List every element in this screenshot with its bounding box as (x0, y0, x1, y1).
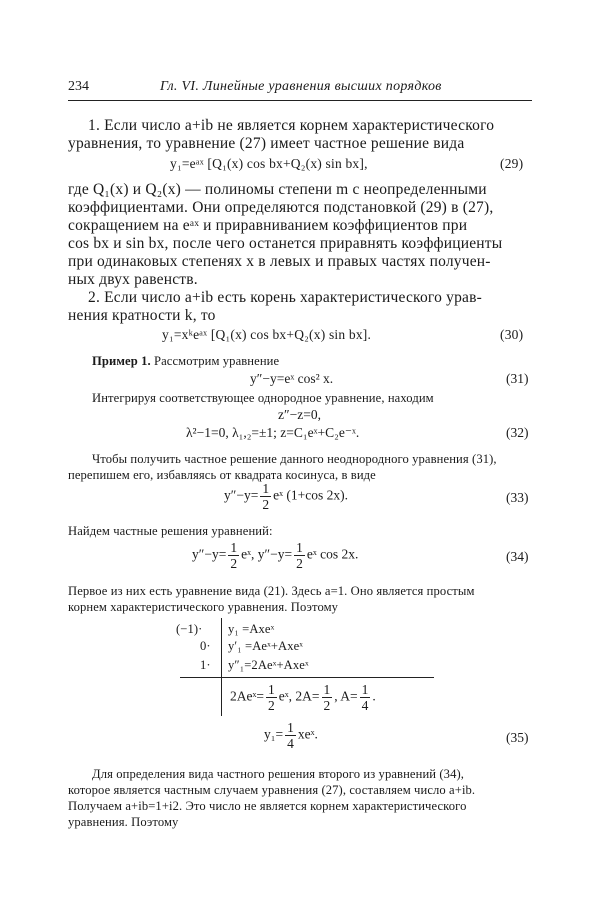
example-label: Пример 1. (92, 354, 151, 368)
eq35-right: xeˣ. (297, 726, 318, 742)
eq34-part-a: y″−y= (192, 546, 227, 562)
equation-35 (264, 720, 318, 751)
para2-line2: корнем характеристического уравнения. Поэтому (68, 600, 339, 614)
res-numerator-1: 1 (268, 682, 275, 697)
equation-31-number: (31) (506, 371, 529, 386)
eq33-right: eˣ (1+cos 2x). (273, 487, 348, 503)
equation-32-number: (32) (506, 425, 529, 440)
scheme-result (230, 682, 376, 713)
para3-line2: которое является частным случаем уравнения (27), составляем число a+ib. (68, 783, 476, 797)
equation-35-number: (35) (506, 730, 529, 745)
equation-32b: λ²−1=0, λ₁,₂=±1; z=C₁eˣ+C₂e⁻ˣ. (186, 425, 360, 440)
chapter-title: Гл. VI. Линейные уравнения высших порядков (160, 79, 442, 94)
res-part-b: eˣ, 2A= (278, 688, 320, 704)
res-denominator-3: 4 (361, 698, 369, 713)
eq34-numerator-1: 1 (230, 540, 238, 555)
eq33-left: y″−y= (224, 487, 259, 503)
eq35-left: y₁= (264, 726, 284, 742)
para3-line1: Для определения вида частного решения второго из уравнений (34), (92, 767, 465, 781)
res-part-d: . (372, 688, 376, 704)
case1-line2: уравнения, то уравнение (27) имеет частное решение вида (68, 135, 465, 152)
scheme-row-3: y″₁=2Aeˣ+Axeˣ (228, 658, 309, 672)
res-numerator-3: 1 (361, 682, 369, 697)
example-heading (92, 352, 279, 370)
para1-line2: перепишем его, избавляясь от квадрата косинуса, в виде (68, 468, 376, 482)
equation-33 (224, 481, 348, 512)
scheme-row-1: y₁ =Axeˣ (228, 622, 275, 636)
equation-30-number: (30) (500, 327, 524, 342)
eq34-fraction-1 (228, 540, 239, 571)
find-line: Найдем частные решения уравнений: (68, 524, 273, 538)
equation-29-number: (29) (500, 156, 524, 171)
res-denominator-2: 2 (323, 698, 331, 713)
equation-34 (192, 540, 358, 571)
integrate-line: Интегрируя соответствующее однородное уравнение, находим (92, 391, 434, 405)
eq33-denominator: 2 (262, 497, 270, 512)
eq33-fraction (260, 481, 271, 512)
case1-line6: cos bx и sin bx, после чего останется приравнять коэффициенты (68, 235, 503, 252)
case1-line5: сокращением на eᵃˣ и приравниванием коэффициентов при (68, 217, 468, 234)
eq34-numerator-2: 1 (296, 540, 303, 555)
case1-line7: при одинаковых степенях x в левых и правых частях получен- (68, 253, 491, 270)
scheme-coef-1: (−1)· (176, 622, 203, 636)
case1-line8: ных двух равенств. (68, 271, 198, 288)
res-fraction-2 (322, 682, 333, 713)
case1-line1: 1. Если число a+ib не является корнем характеристического (88, 117, 495, 134)
example-intro: Рассмотрим уравнение (153, 354, 280, 368)
scheme-coef-2: 0· (200, 639, 211, 653)
equation-29: y₁=eᵃˣ [Q₁(x) cos bx+Q₂(x) sin bx], (170, 156, 368, 171)
scheme-horizontal-line (180, 677, 434, 678)
page-number: 234 (68, 79, 89, 94)
para1-line1: Чтобы получить частное решение данного неоднородного уравнения (31), (92, 452, 497, 466)
para3-line3: Получаем a+ib=1+i2. Это число не является корнем характеристического (68, 799, 467, 813)
case2-line2: нения кратности k, то (68, 307, 216, 324)
eq35-numerator: 1 (287, 720, 294, 735)
scheme-coef-3: 1· (200, 658, 211, 672)
eq34-denominator-2: 2 (296, 556, 303, 571)
para3-line4: уравнения. Поэтому (68, 815, 179, 829)
equation-32a: z″−z=0, (278, 407, 321, 422)
res-denominator-1: 2 (268, 698, 275, 713)
scheme-vertical-line (221, 618, 222, 716)
case1-line4: коэффициентами. Они определяются подстановкой (29) в (27), (68, 199, 494, 216)
eq34-fraction-2 (294, 540, 305, 571)
eq34-part-b: eˣ, y″−y= (241, 546, 293, 562)
running-header (68, 78, 532, 101)
equation-31: y″−y=eˣ cos² x. (250, 371, 334, 386)
para2-line1: Первое из них есть уравнение вида (21). Здесь a=1. Оно является простым (68, 584, 475, 598)
equation-33-number: (33) (506, 490, 529, 505)
equation-30: y₁=xᵏeᵃˣ [Q₁(x) cos bx+Q₂(x) sin bx]. (162, 327, 372, 342)
eq34-denominator-1: 2 (230, 556, 238, 571)
res-part-a: 2Aeˣ= (230, 688, 265, 704)
res-numerator-2: 1 (323, 682, 331, 697)
eq34-part-c: eˣ cos 2x. (306, 546, 359, 562)
res-fraction-3 (360, 682, 371, 713)
eq35-denominator: 4 (287, 736, 294, 751)
eq35-fraction (285, 720, 296, 751)
eq33-numerator: 1 (262, 481, 270, 496)
res-fraction-1 (266, 682, 277, 713)
case1-line3: где Q₁(x) и Q₂(x) — полиномы степени m с неопределенными (68, 181, 487, 198)
case2-line1: 2. Если число a+ib есть корень характеристического урав- (88, 289, 482, 306)
res-part-c: , A= (334, 688, 358, 704)
scheme-row-2: y′₁ =Aeˣ+Axeˣ (228, 639, 304, 653)
equation-34-number: (34) (506, 549, 529, 564)
